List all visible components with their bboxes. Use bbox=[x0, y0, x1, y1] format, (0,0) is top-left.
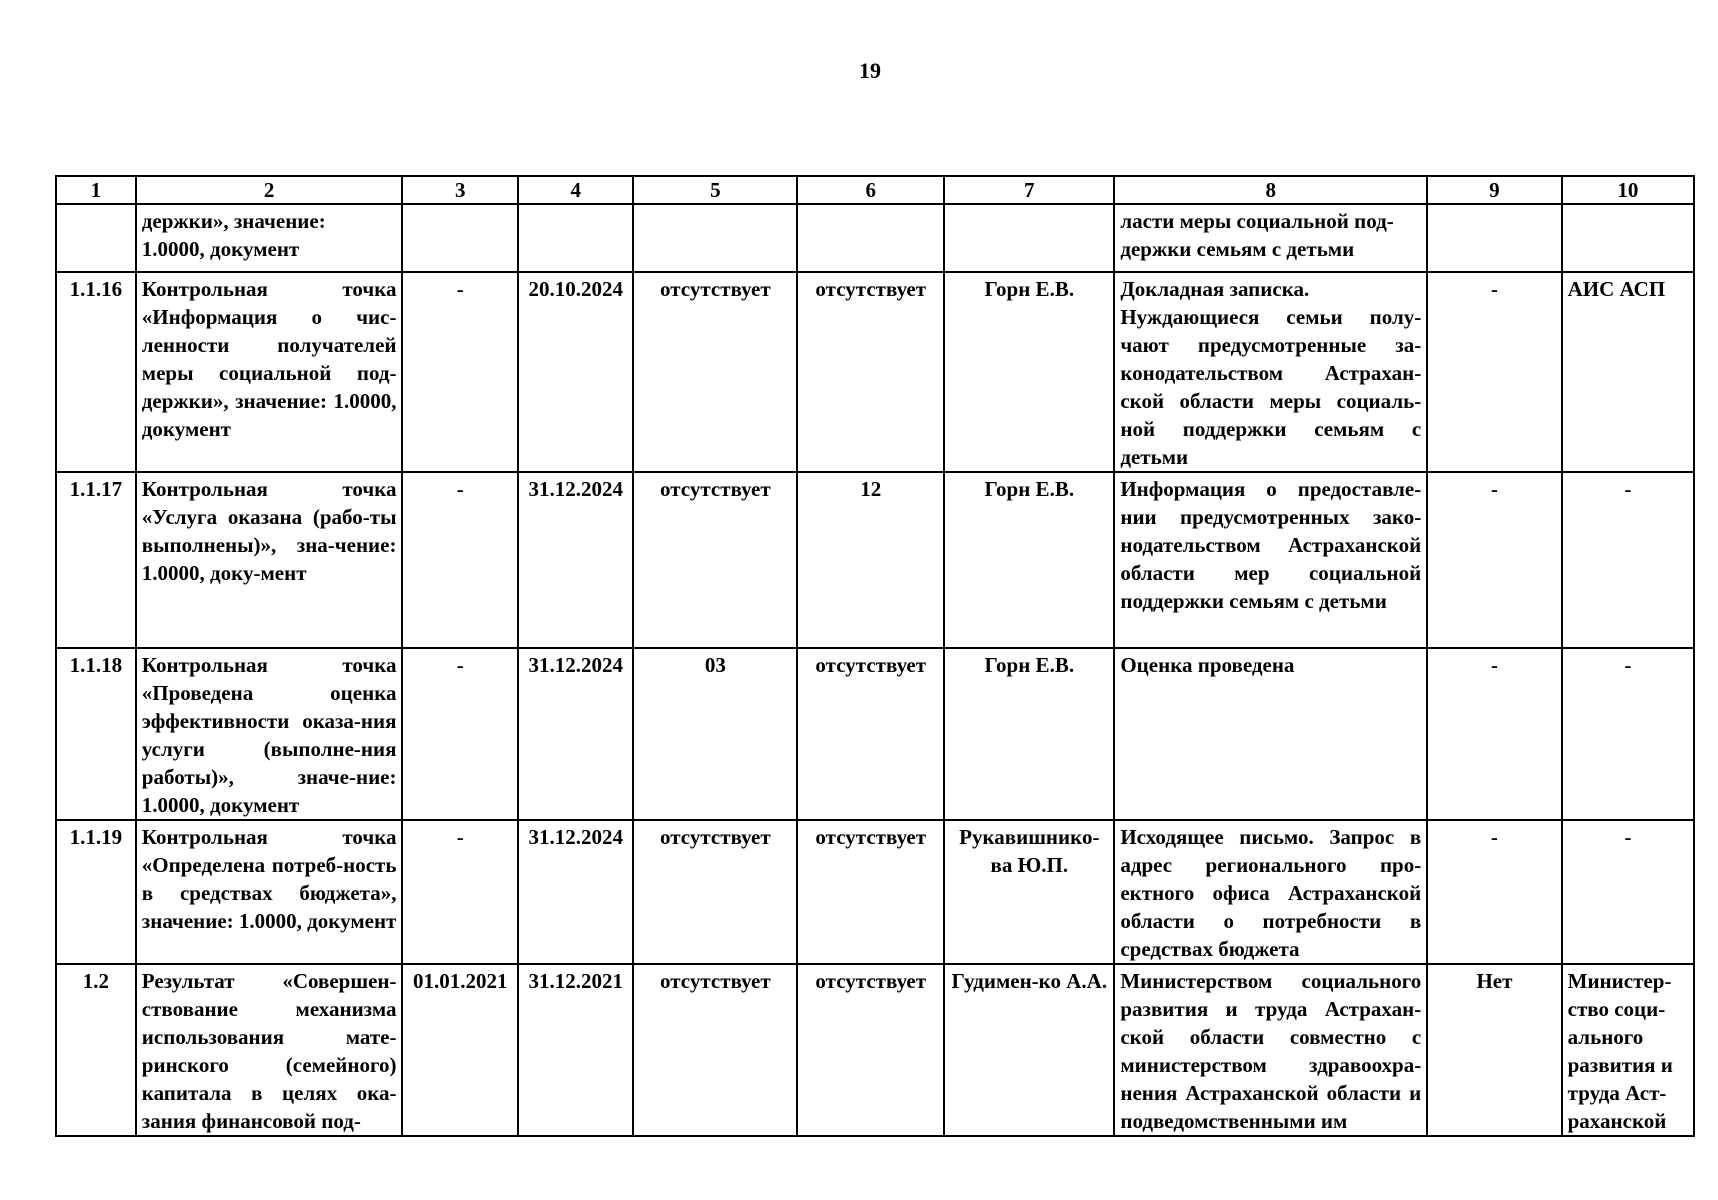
cell-col-5: отсутствует bbox=[633, 820, 797, 964]
responsible-person: Горн Е.В. bbox=[944, 472, 1114, 648]
information-system: - bbox=[1562, 820, 1694, 964]
document-result: ласти меры социальной под- держки семьям с детьми bbox=[1114, 204, 1427, 272]
cell-col-9: - bbox=[1427, 472, 1561, 648]
end-date bbox=[518, 204, 633, 272]
column-header-4: 4 bbox=[518, 176, 633, 204]
document-table bbox=[55, 175, 1695, 1137]
column-header-7: 7 bbox=[944, 176, 1114, 204]
row-number: 1.1.19 bbox=[56, 820, 136, 964]
column-header-9: 9 bbox=[1427, 176, 1561, 204]
cell-col-9: - bbox=[1427, 820, 1561, 964]
information-system: АИС АСП bbox=[1562, 272, 1694, 472]
responsible-person: Горн Е.В. bbox=[944, 272, 1114, 472]
cell-col-5: отсутствует bbox=[633, 472, 797, 648]
control-point-description: Контрольная точка «Проведена оценка эффективности оказа-ния услуги (выполне-ния работы)», значе-ние: 1.0000, документ bbox=[136, 648, 403, 820]
cell-col-5 bbox=[633, 204, 797, 272]
control-point-description: Контрольная точка «Определена потреб-ность в средствах бюджета», значение: 1.0000, документ bbox=[136, 820, 403, 964]
table-header-row bbox=[56, 176, 1694, 204]
row-number: 1.2 bbox=[56, 964, 136, 1136]
row-number: 1.1.16 bbox=[56, 272, 136, 472]
start-date bbox=[402, 204, 517, 272]
end-date: 20.10.2024 bbox=[518, 272, 633, 472]
cell-col-6: отсутствует bbox=[797, 272, 944, 472]
column-header-8: 8 bbox=[1114, 176, 1427, 204]
cell-col-6: отсутствует bbox=[797, 648, 944, 820]
row-number bbox=[56, 204, 136, 272]
table-row bbox=[56, 964, 1694, 1136]
information-system bbox=[1562, 204, 1694, 272]
document-result: Оценка проведена bbox=[1114, 648, 1427, 820]
information-system: - bbox=[1562, 472, 1694, 648]
responsible-person: Гудимен-ко А.А. bbox=[944, 964, 1114, 1136]
column-header-6: 6 bbox=[797, 176, 944, 204]
start-date: - bbox=[402, 820, 517, 964]
cell-col-9: Нет bbox=[1427, 964, 1561, 1136]
cell-col-6 bbox=[797, 204, 944, 272]
control-point-description: Контрольная точка «Услуга оказана (рабо-ты выполнены)», зна-чение: 1.0000, доку-мент bbox=[136, 472, 403, 648]
control-point-description: держки», значение: 1.0000, документ bbox=[136, 204, 403, 272]
information-system: Министер-ство соци-ального развития и труда Аст-раханской bbox=[1562, 964, 1694, 1136]
responsible-person bbox=[944, 204, 1114, 272]
cell-col-6: отсутствует bbox=[797, 820, 944, 964]
responsible-person: Горн Е.В. bbox=[944, 648, 1114, 820]
table-row bbox=[56, 820, 1694, 964]
cell-col-9: - bbox=[1427, 648, 1561, 820]
cell-col-5: 03 bbox=[633, 648, 797, 820]
start-date: 01.01.2021 bbox=[402, 964, 517, 1136]
document-result: Докладная записка. Нуждающиеся семьи полу-чают предусмотренные за-конодательством Астрахан-ской области меры социаль-ной поддержки семьям с детьми bbox=[1114, 272, 1427, 472]
page-number: 19 bbox=[859, 58, 881, 83]
row-number: 1.1.18 bbox=[56, 648, 136, 820]
responsible-person: Рукавишнико-ва Ю.П. bbox=[944, 820, 1114, 964]
table-row bbox=[56, 272, 1694, 472]
table-row bbox=[56, 204, 1694, 272]
column-header-1: 1 bbox=[56, 176, 136, 204]
information-system: - bbox=[1562, 648, 1694, 820]
table-row bbox=[56, 648, 1694, 820]
column-header-5: 5 bbox=[633, 176, 797, 204]
cell-col-6: 12 bbox=[797, 472, 944, 648]
cell-col-5: отсутствует bbox=[633, 272, 797, 472]
table-row bbox=[56, 472, 1694, 648]
document-result: Информация о предоставле-нии предусмотренных зако-нодательством Астраханской области мер социальной поддержки семьям с детьми bbox=[1114, 472, 1427, 648]
document-result: Министерством социального развития и труда Астрахан-ской области совместно с министерством здравоохра-нения Астраханской области и подведомственными им bbox=[1114, 964, 1427, 1136]
document-result: Исходящее письмо. Запрос в адрес регионального про-ектного офиса Астраханской области о потребности в средствах бюджета bbox=[1114, 820, 1427, 964]
column-header-3: 3 bbox=[402, 176, 517, 204]
end-date: 31.12.2024 bbox=[518, 648, 633, 820]
control-point-description: Результат «Совершен-ствование механизма использования мате-ринского (семейного) капитала в целях ока-зания финансовой под- bbox=[136, 964, 403, 1136]
cell-col-5: отсутствует bbox=[633, 964, 797, 1136]
cell-col-9: - bbox=[1427, 272, 1561, 472]
row-number: 1.1.17 bbox=[56, 472, 136, 648]
column-header-2: 2 bbox=[136, 176, 403, 204]
start-date: - bbox=[402, 472, 517, 648]
column-header-10: 10 bbox=[1562, 176, 1694, 204]
start-date: - bbox=[402, 272, 517, 472]
end-date: 31.12.2024 bbox=[518, 820, 633, 964]
control-point-description: Контрольная точка «Информация о чис-ленности получателей меры социальной под-держки», значение: 1.0000, документ bbox=[136, 272, 403, 472]
start-date: - bbox=[402, 648, 517, 820]
cell-col-9 bbox=[1427, 204, 1561, 272]
end-date: 31.12.2021 bbox=[518, 964, 633, 1136]
cell-col-6: отсутствует bbox=[797, 964, 944, 1136]
end-date: 31.12.2024 bbox=[518, 472, 633, 648]
